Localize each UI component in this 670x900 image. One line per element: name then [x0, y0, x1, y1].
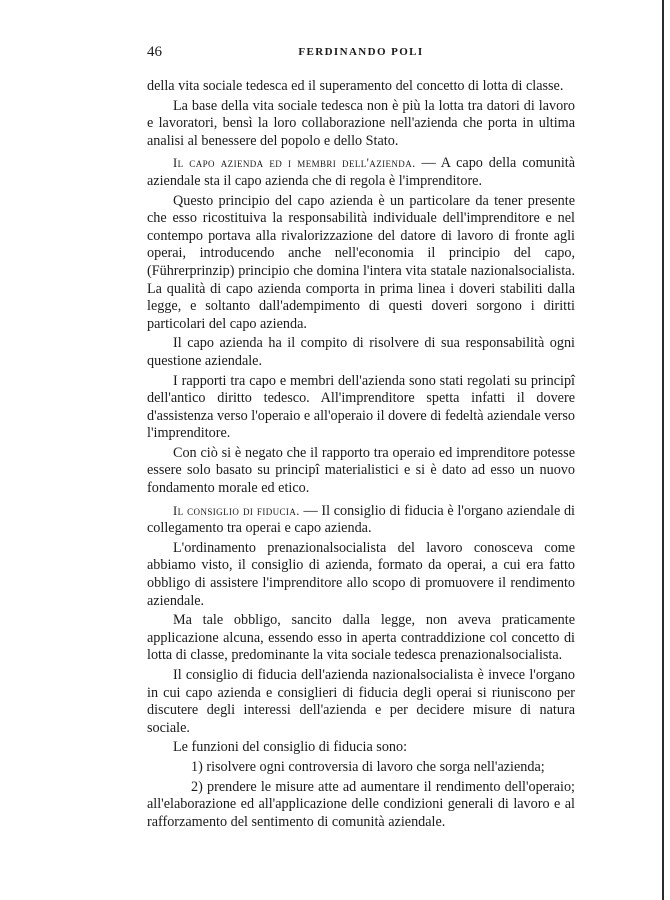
paragraph: Ma tale obbligo, sancito dalla legge, non aveva praticamente applicazione alcuna, essendo esso in aperta contraddizione col concetto di lotta di classe, predominante la vita sociale tedesca prenazionalsocialista. [147, 612, 575, 664]
section-heading: Il consiglio di fiducia. [173, 503, 300, 518]
paragraph: Il consiglio di fiducia dell'azienda nazionalsocialista è invece l'organo in cui capo azienda e consiglieri di fiducia degli operai si riuniscono per discutere degli interessi dell'azienda e per decidere misure di natura sociale. [147, 667, 575, 736]
list-item: 1) risolvere ogni controversia di lavoro che sorga nell'azienda; [191, 758, 545, 775]
paragraph-text: — A capo della comunità aziendale sta il capo azienda che di regola è l'imprenditore. [147, 155, 575, 189]
section-paragraph [147, 155, 575, 190]
paragraph-text: — Il consiglio di fiducia è l'organo aziendale di collegamento tra operai e capo azienda. [147, 502, 576, 537]
paragraph: Questo principio del capo azienda è un particolare da tener presente che esso ricostituiva la responsabilità individuale dell'imprenditore e nel contempo portava alla rivalorizzazione del datore di lavoro di fronte agli operai, introducendo anche nell'economia il principio del capo, (Führerprinzip) principio che domina l'intera vita statale nazionalsocialista. La qualità di capo azienda comporta in prima linea i doveri stabiliti dalla legge, e soltanto dall'adempimento di questi doveri sorgono i diritti particolari del capo azienda. [147, 192, 575, 332]
body-text [147, 78, 575, 833]
paragraph: della vita sociale tedesca ed il superamento del concetto di lotta di classe. [147, 78, 564, 94]
running-title: FERDINANDO POLI [298, 46, 424, 58]
page-header [147, 44, 575, 64]
paragraph: L'ordinamento prenazionalsocialista del lavoro conosceva come abbiamo visto, il consiglio di azienda, formato da operai, a cui era fatto obbligo di assistere l'imprenditore allo scopo di promuovere il rendimento aziendale. [147, 539, 575, 609]
paragraph: Con ciò si è negato che il rapporto tra operaio ed imprenditore potesse essere solo basato su principî materialistici e si è dato ad esso un nuovo fondamento morale ed etico. [147, 444, 575, 497]
paragraph: La base della vita sociale tedesca non è più la lotta tra datori di lavoro e lavoratori, bensì la loro collaborazione nell'azienda che porta in ultima analisi al benessere del popolo e dello Stato. [147, 97, 575, 149]
section-heading: Il capo azienda ed i membri dell'azienda. [173, 156, 416, 171]
paragraph: I rapporti tra capo e membri dell'azienda sono stati regolati su principî dell'antico diritto tedesco. All'imprenditore spetta infatti il dovere d'assistenza verso l'operaio e all'operaio il dovere di fedeltà aziendale verso l'imprenditore. [147, 372, 575, 442]
page-number: 46 [147, 44, 162, 60]
section-paragraph [147, 503, 575, 538]
paragraph: Il capo azienda ha il compito di risolvere di sua responsabilità ogni questione aziendale. [147, 335, 575, 369]
paragraph: Le funzioni del consiglio di fiducia sono: [173, 739, 408, 756]
page-edge-line [662, 0, 664, 900]
list-item: 2) prendere le misure atte ad aumentare il rendimento dell'operaio; all'elaborazione ed all'applicazione delle condizioni generali di lavoro e al rafforzamento del sentimento di comunità aziendale. [147, 778, 575, 830]
